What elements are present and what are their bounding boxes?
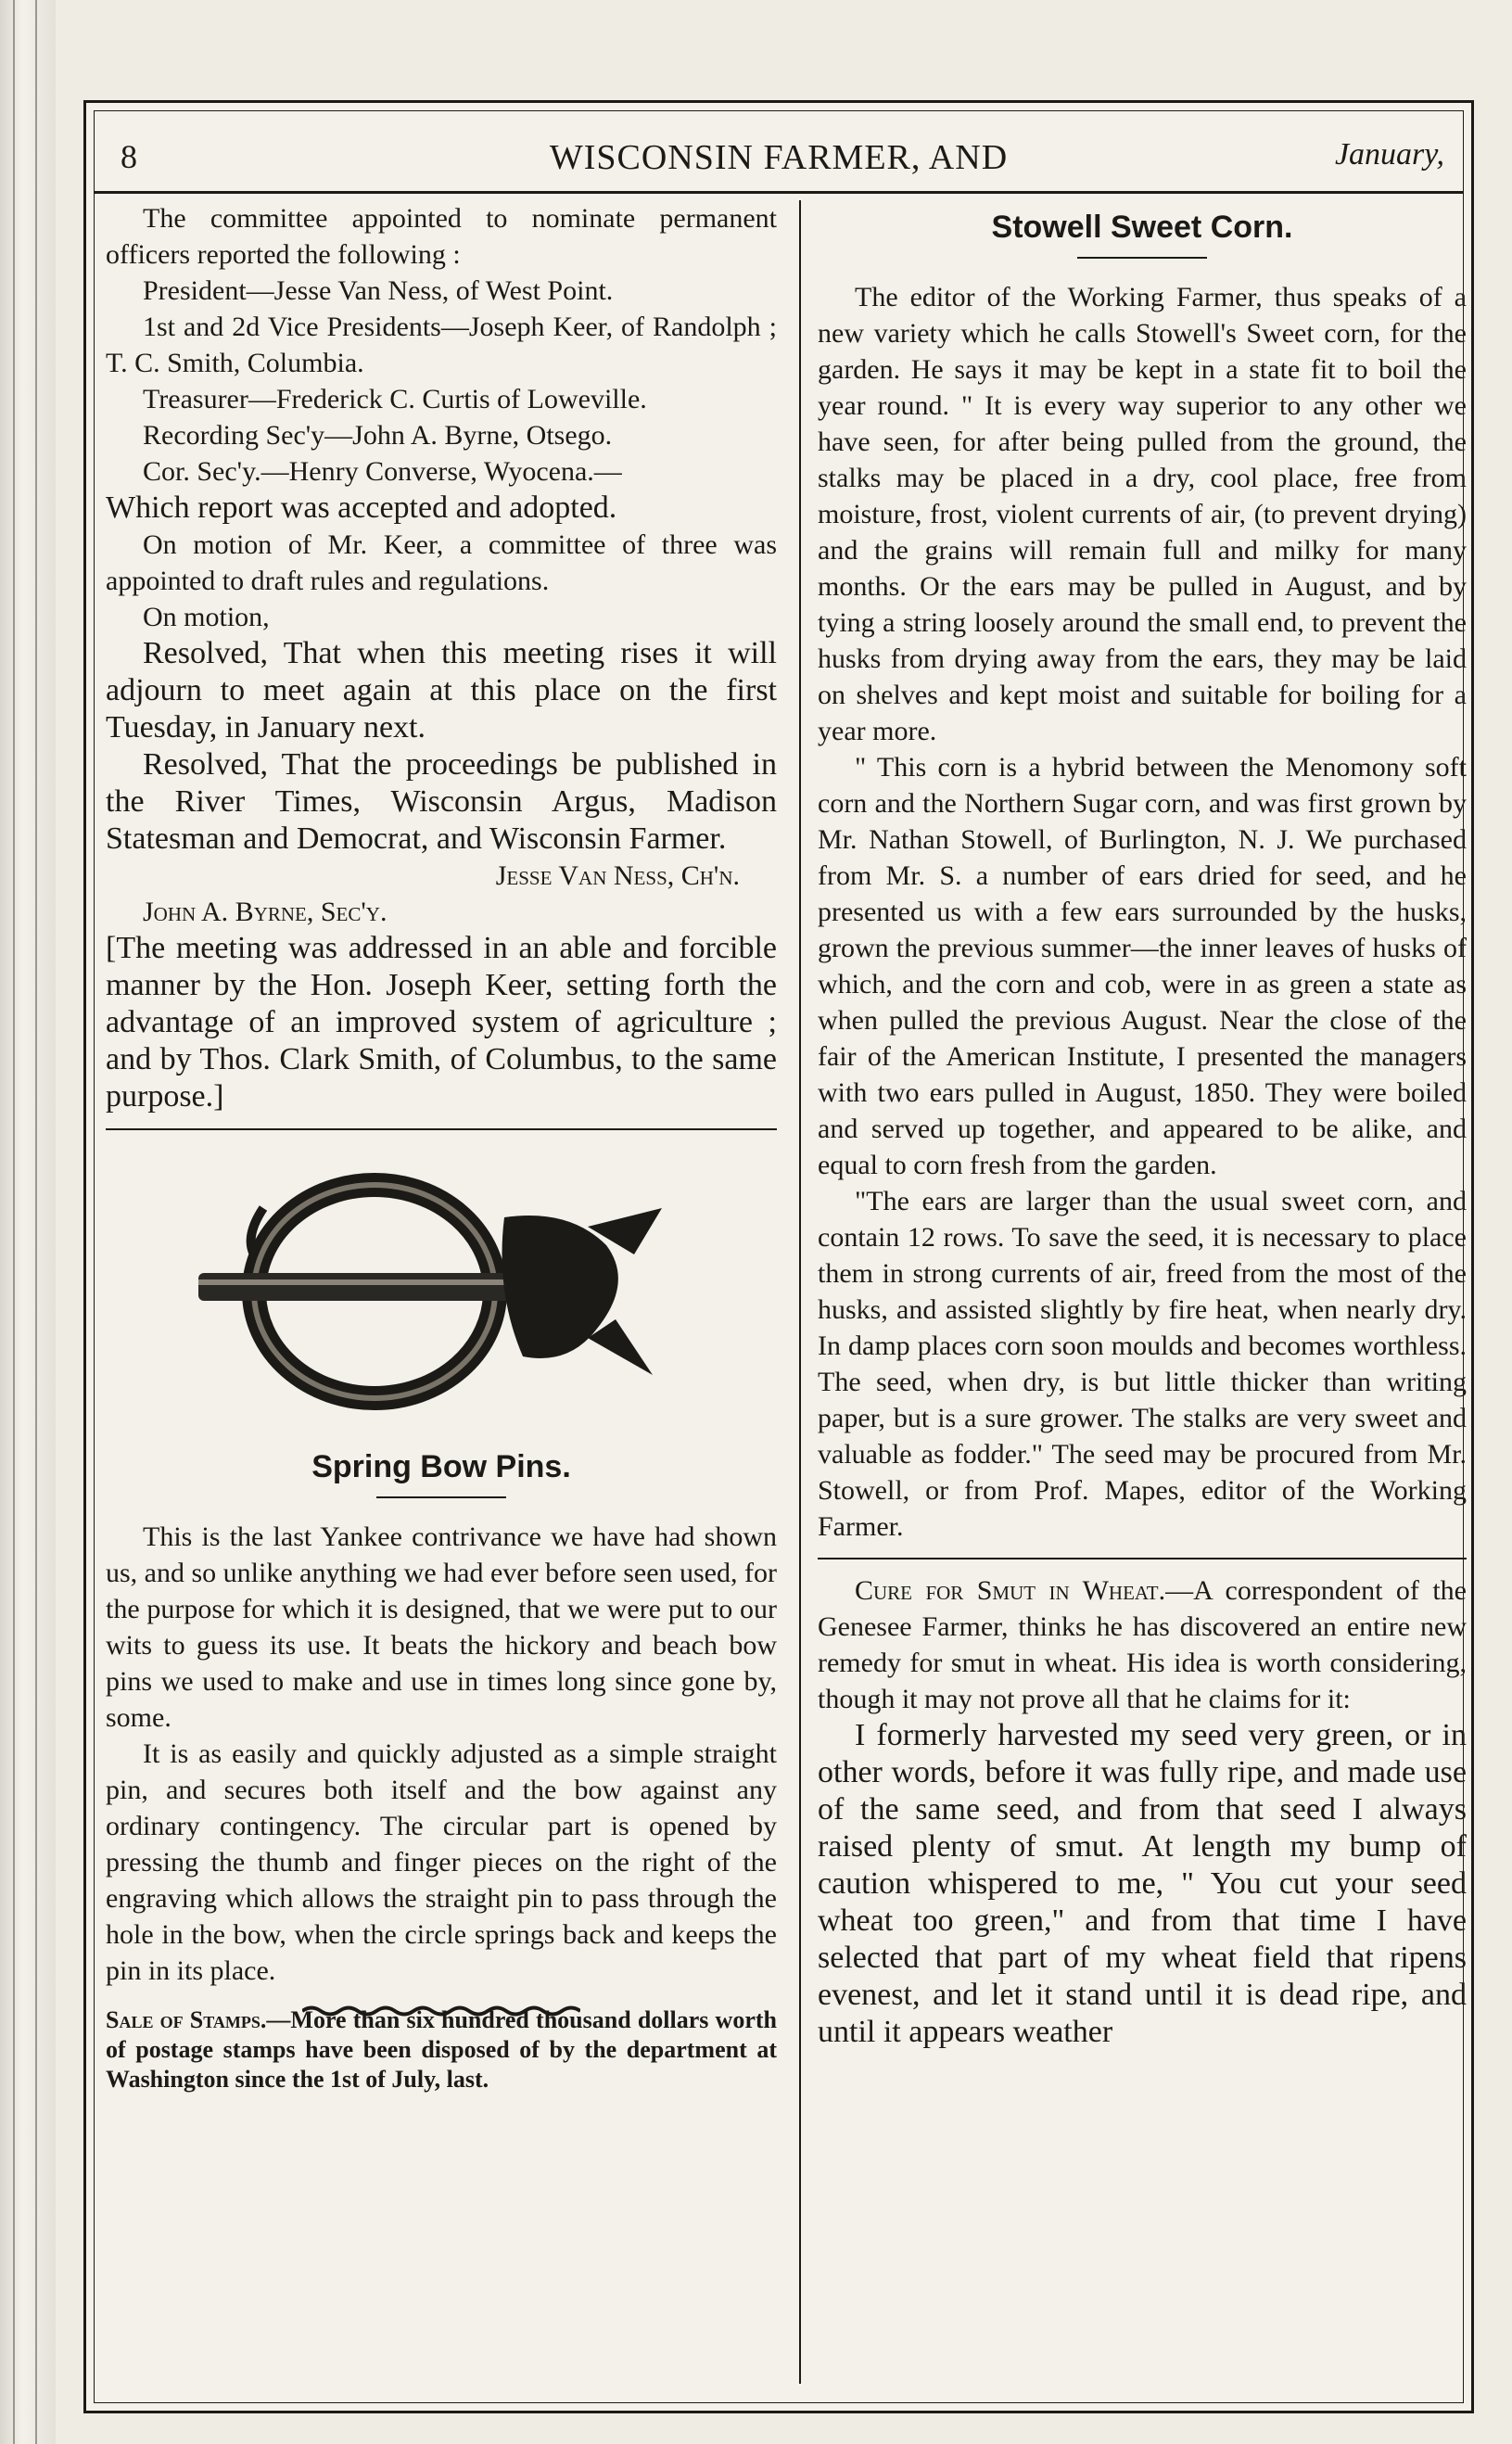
corn-paragraph-1: The editor of the Working Farmer, thus speaks of a new variety which he calls Stowell's Sweet corn, for the garden. He says it may be kept in a state fit to boil the year round. " It is every way superior to any other we have seen, for after being pulled from the ground, the stalks may be placed in a dry, cool place, free from moisture, frost, violent currents of air, (to prevent drying) and the grains will remain full and milky for many months. Or the ears may be pulled in August, and by tying a string loosely around the small end, to prevent the husks from drying away from the ears, they may be laid on shelves and kept moist and suitable for boiling for a year more. [818,282,1467,746]
resolved-publish-paragraph: Resolved, That the proceedings be published in the River Times, Wisconsin Argus, Madison Statesman and Democrat, and Wisconsin Farmer. [106,747,777,856]
sale-of-stamps-lead: Sale of Stamps. [106,2006,267,2033]
chairman-signature: Jesse Van Ness, Ch'n. [495,860,740,891]
column-divider [799,200,801,2384]
corn-paragraph-3: "The ears are larger than the usual sweet corn, and contain 12 rows. To save the seed, it is necessary to place them in strong currents of air, freed from the most of the husks, and assisted slightly by fire heat, when nearly dry. In damp places corn soon moulds and becomes worthless. The seed, when dry, is but little thicker than writing paper, but is a sure grower. The stalks are very sweet and valuable as fodder." The seed may be procured from Mr. Stowell, or from Prof. Mapes, editor of the Working Farmer. [818,1186,1467,1542]
vice-presidents-line: 1st and 2d Vice Presidents—Joseph Keer, of Randolph ; T. C. Smith, Columbia. [106,312,777,378]
treasurer-line: Treasurer—Frederick C. Curtis of Loweville. [143,384,647,414]
page-inner-frame [94,110,1467,2403]
stowell-sweet-corn-heading: Stowell Sweet Corn. [991,210,1293,245]
right-column [818,200,1467,2051]
sale-of-stamps-text: —More than six hundred thousand dollars worth of postage stamps have been disposed of by the department at Washington since the 1st of July, last. [106,2006,777,2093]
section-rule [818,1558,1467,1559]
section-rule [106,1128,777,1130]
corresponding-secretary-line: Cor. Sec'y.—Henry Converse, Wyocena.— [143,456,622,487]
ornamental-divider [106,1991,777,2004]
page-number: 8 [121,138,137,175]
heading-rule [1077,257,1207,259]
smut-paragraph-1 [818,1572,1467,1717]
left-column [106,200,777,2094]
newspaper-page [83,100,1474,2413]
heading-rule [376,1496,506,1498]
committee-paragraph: The committee appointed to nominate permanent officers reported the following : [106,203,777,270]
sale-of-stamps-item [106,2005,777,2094]
adopted-line: Which report was accepted and adopted. [106,490,617,525]
on-motion-line: On motion, [143,602,270,632]
binding-line [13,0,15,2444]
meeting-note: [The meeting was addressed in an able and forcible manner by the Hon. Joseph Keer, setting forth the advantage of an improved system of agriculture ; and by Thos. Clark Smith, of Columbus, to the same purpose.] [106,931,777,1114]
page-header [113,137,1444,184]
spring-bow-pins-heading: Spring Bow Pins. [311,1449,571,1484]
issue-month: January, [1334,137,1444,172]
book-binding-edge [0,0,56,2444]
resolved-adjourn-paragraph: Resolved, That when this meeting rises it will adjourn to meet again at this place on the first Tuesday, in January next. [106,636,777,745]
header-rule [95,191,1463,194]
spring-bow-pin-illustration [198,1152,662,1431]
motion-keer-paragraph: On motion of Mr. Keer, a committee of three was appointed to draft rules and regulations. [106,529,777,596]
spring-bow-pin-engraving [106,1143,777,1440]
secretary-signature: John A. Byrne, Sec'y. [143,897,388,927]
smut-paragraph-2: I formerly harvested my seed very green, or in other words, before it was fully ripe, and made use of the same seed, and from that seed I always raised plenty of smut. At length my bump of caution whispered to me, " You cut your seed wheat too green," and from that time I have selected that part of my wheat field that ripens evenest, and let it stand until it is dead ripe, and until it appears weather [818,1718,1467,2049]
corn-paragraph-2: " This corn is a hybrid between the Menomony soft corn and the Northern Sugar corn, and was first grown by Mr. Nathan Stowell, of Burlington, N. J. We purchased from Mr. S. a number of ears dried for seed, and he presented us with a few ears surrounded by the husks, grown the previous summer—the inner leaves of husks of which, and the corn and cob, were in as green a state as when pulled the previous August. Near the close of the fair of the American Institute, I presented the managers with two ears pulled in August, 1850. They were boiled and served up together, and appeared to be alike, and equal to corn fresh from the garden. [818,752,1467,1180]
recording-secretary-line: Recording Sec'y—John A. Byrne, Otsego. [143,420,613,451]
president-line: President—Jesse Van Ness, of West Point. [143,275,614,306]
publication-title: WISCONSIN FARMER, AND [549,138,1009,177]
binding-line [35,0,37,2444]
spring-bow-paragraph-1: This is the last Yankee contrivance we have had shown us, and so unlike anything we had ever before seen used, for the purpose for which it is designed, that we were put to our wits to guess its use. It beats the hickory and beach bow pins we used to make and use in times long since gone by, some. [106,1521,777,1733]
cure-for-smut-text: —A correspondent of the Genesee Farmer, thinks he has discovered an entire new remedy for smut in wheat. His idea is worth considering, though it may not prove all that he claims for it: [818,1575,1467,1714]
cure-for-smut-lead: Cure for Smut in Wheat. [855,1575,1166,1606]
spring-bow-paragraph-2: It is as easily and quickly adjusted as a simple straight pin, and secures both itself and the bow against any ordinary contingency. The circular part is opened by pressing the thumb and finger pieces on the right of the engraving which allows the straight pin to pass through the hole in the bow, when the circle springs back and keeps the pin in its place. [106,1738,777,1986]
